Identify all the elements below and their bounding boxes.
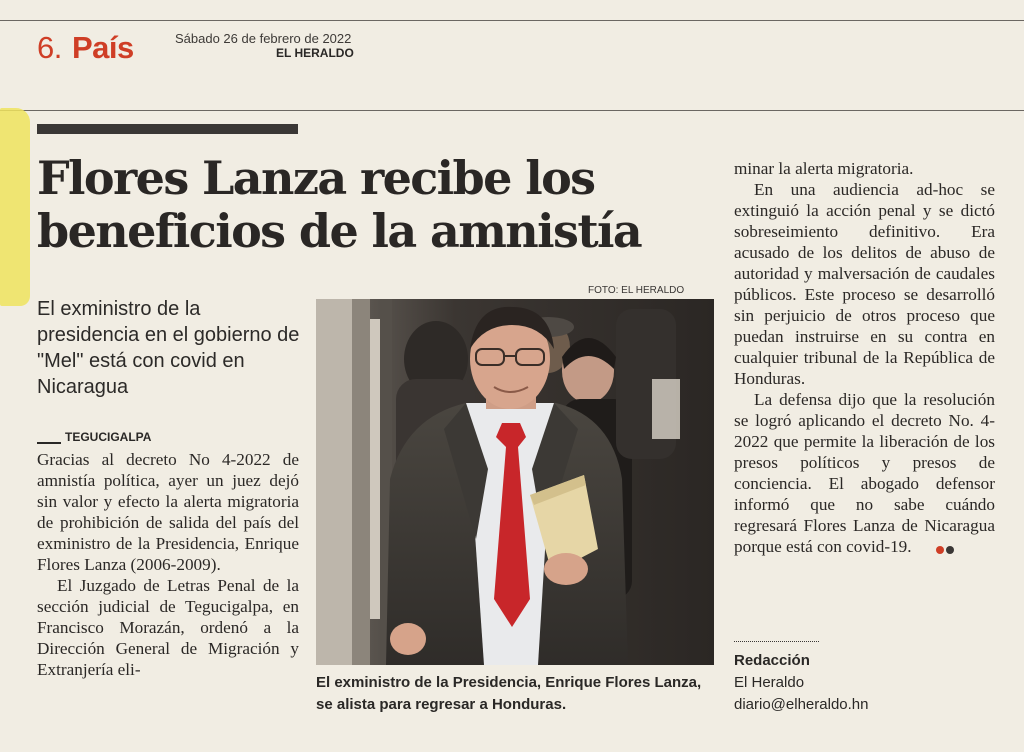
paragraph: minar la alerta migratoria.: [734, 159, 914, 178]
headline-bar: [37, 124, 298, 134]
photo-credit: FOTO: EL HERALDO: [588, 285, 685, 296]
paragraph: [734, 389, 995, 559]
photo-caption: El exministro de la Presidencia, Enrique Flores Lanza, se alista para regresar a Honduras.: [316, 674, 702, 713]
issue-date: Sábado 26 de febrero de 2022: [175, 31, 352, 46]
newspaper-name: EL HERALDO: [276, 46, 354, 60]
headline-line: Flores Lanza recibe los: [37, 151, 595, 205]
dateline-block: [37, 430, 299, 446]
headline-line: beneficios de la amnistía: [37, 204, 642, 258]
end-mark-icon: [916, 538, 956, 559]
paragraph: Gracias al decreto No 4-2022 de amnistía política, ayer un juez dejó sin valor y efecto la alerta migratoria de prohibición de salida del país del exministro de la Presidencia, Enrique Flores Lanza (2006-2009).: [37, 450, 299, 574]
section-name: País: [72, 30, 134, 65]
article-photo: [316, 299, 714, 665]
deck: El exministro de la presidencia en el gobierno de "Mel" está con covid en Nicaragua: [37, 298, 300, 398]
paragraph: El Juzgado de Letras Penal de la sección judicial de Tegucigalpa, en Francisco Morazán, ordenó a la Dirección General de Migración y Extranjería eli-: [37, 576, 299, 679]
signature-rule: [734, 641, 819, 642]
paragraph: En una audiencia ad-hoc se extinguió la acción penal y se dictó sobreseimiento definitivo. Era acusado de los delitos de abuso de autoridad y malversación de caudales públicos. Este proceso se desarrolló sin perjuicio de otros proceso que puedan instruirse en su contra en cualquier tribunal de la República de Honduras.: [734, 180, 995, 388]
headline: [37, 152, 727, 258]
highlighter-mark: [0, 108, 30, 306]
header-rule: [0, 110, 1024, 111]
signature: [734, 650, 868, 716]
outlet: El Heraldo: [734, 674, 805, 691]
email-link[interactable]: diario@elheraldo.hn: [734, 696, 869, 713]
byline: Redacción: [734, 652, 810, 669]
article-column-1: [37, 449, 299, 680]
paragraph-text: La defensa dijo que la resolución se logró aplicando el decreto No. 4-2022 que permite la liberación de los presos políticos y presos de conciencia. El abogado defensor informó que no sabe cuándo regresará Flores Lanza de Nicaragua porque está con covid-19.: [734, 390, 995, 556]
dateline: TEGUCIGALPA: [65, 430, 152, 444]
page-number: 6.: [37, 30, 62, 65]
article-column-3: [734, 158, 995, 559]
dateline-rule: [37, 442, 61, 444]
top-rule: [0, 20, 1024, 21]
photo-illustration: [316, 299, 714, 665]
